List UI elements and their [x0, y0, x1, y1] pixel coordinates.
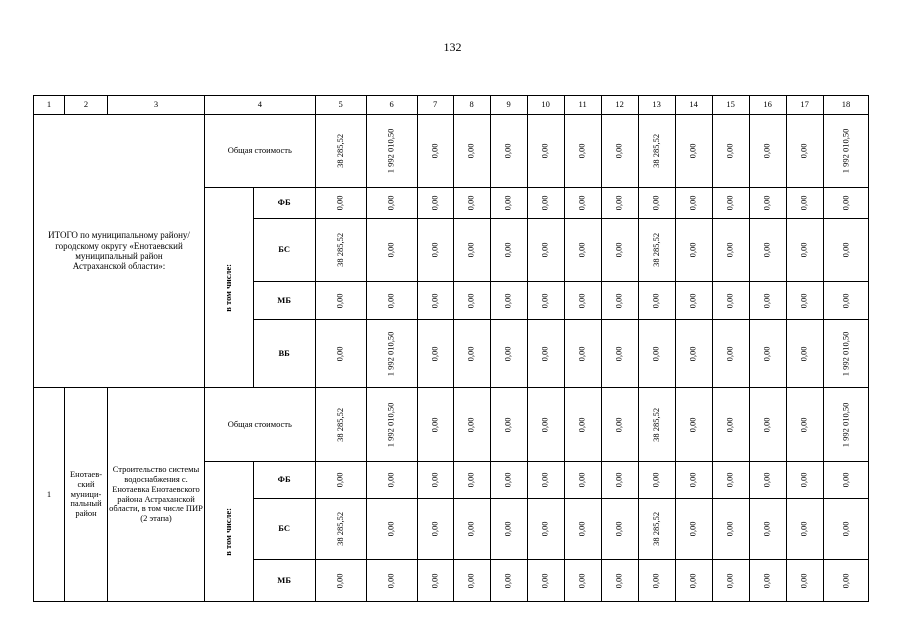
value-cell: 0,00: [490, 499, 527, 560]
value-cell: 0,00: [712, 219, 749, 282]
header-cell: 2: [65, 96, 108, 115]
budget-source-label: БС: [253, 499, 315, 560]
municipality-cell: Енотаев-ский муници-пальный район: [65, 388, 108, 602]
header-cell: 12: [601, 96, 638, 115]
value-cell: 0,00: [675, 115, 712, 188]
value-cell: 0,00: [417, 282, 453, 320]
value-cell: 0,00: [417, 320, 453, 388]
value-cell: 0,00: [638, 188, 675, 219]
value-cell: 0,00: [453, 462, 490, 499]
value-cell: 1 992 010,50: [366, 115, 417, 188]
value-cell: 0,00: [823, 188, 869, 219]
value-cell: 38 285,52: [315, 219, 366, 282]
value-cell: 1 992 010,50: [823, 388, 869, 462]
value-cell: 0,00: [786, 188, 823, 219]
header-cell: 9: [490, 96, 527, 115]
header-cell: 14: [675, 96, 712, 115]
value-cell: 0,00: [675, 188, 712, 219]
value-cell: 0,00: [786, 499, 823, 560]
item1-total-row: [34, 388, 869, 462]
value-cell: 38 285,52: [638, 388, 675, 462]
value-cell: 0,00: [749, 499, 786, 560]
value-cell: 0,00: [564, 219, 601, 282]
value-cell: 0,00: [786, 462, 823, 499]
value-cell: 0,00: [638, 320, 675, 388]
value-cell: 0,00: [527, 219, 564, 282]
header-cell: 17: [786, 96, 823, 115]
value-cell: 0,00: [366, 188, 417, 219]
value-cell: 0,00: [453, 115, 490, 188]
value-cell: 0,00: [453, 282, 490, 320]
value-cell: 0,00: [417, 499, 453, 560]
value-cell: 0,00: [749, 560, 786, 602]
value-cell: 0,00: [749, 115, 786, 188]
value-cell: 0,00: [675, 282, 712, 320]
budget-source-label: БС: [253, 219, 315, 282]
budget-source-label: ВБ: [253, 320, 315, 388]
value-cell: 0,00: [675, 499, 712, 560]
object-description: Строительство системы водоснабжения с. Енотаевка Енотаевского района Астраханской области, в том числе ПИР (2 этапа): [108, 388, 205, 602]
value-cell: 0,00: [712, 560, 749, 602]
value-cell: 0,00: [823, 219, 869, 282]
value-cell: 0,00: [564, 499, 601, 560]
itogo-total-row: [34, 115, 869, 188]
header-cell: 1: [34, 96, 65, 115]
value-cell: 0,00: [749, 462, 786, 499]
value-cell: 0,00: [675, 462, 712, 499]
header-cell: 6: [366, 96, 417, 115]
value-cell: 0,00: [490, 115, 527, 188]
value-cell: 0,00: [417, 188, 453, 219]
value-cell: 0,00: [490, 219, 527, 282]
value-cell: 0,00: [315, 320, 366, 388]
value-cell: 0,00: [490, 282, 527, 320]
value-cell: 0,00: [417, 462, 453, 499]
value-cell: 0,00: [453, 388, 490, 462]
value-cell: 0,00: [417, 560, 453, 602]
header-cell: 18: [823, 96, 869, 115]
value-cell: 0,00: [712, 188, 749, 219]
value-cell: 0,00: [749, 388, 786, 462]
value-cell: 0,00: [675, 219, 712, 282]
value-cell: 0,00: [712, 388, 749, 462]
value-cell: 38 285,52: [315, 388, 366, 462]
value-cell: 0,00: [417, 115, 453, 188]
header-cell: 13: [638, 96, 675, 115]
value-cell: 0,00: [366, 560, 417, 602]
value-cell: 0,00: [564, 282, 601, 320]
value-cell: 0,00: [786, 219, 823, 282]
value-cell: 0,00: [564, 388, 601, 462]
value-cell: 1 992 010,50: [823, 320, 869, 388]
value-cell: 0,00: [601, 282, 638, 320]
value-cell: 0,00: [527, 499, 564, 560]
value-cell: 0,00: [601, 560, 638, 602]
header-cell: 3: [108, 96, 205, 115]
value-cell: 0,00: [564, 320, 601, 388]
value-cell: 38 285,52: [315, 499, 366, 560]
value-cell: 0,00: [564, 462, 601, 499]
header-cell: 11: [564, 96, 601, 115]
header-cell: 4: [205, 96, 316, 115]
value-cell: 0,00: [749, 188, 786, 219]
value-cell: 0,00: [712, 115, 749, 188]
header-cell: 15: [712, 96, 749, 115]
itogo-label: ИТОГО по муниципальному району/ городскому округу «Енотаевский муниципальный район Астраханской области»:: [34, 115, 205, 388]
value-cell: 0,00: [675, 388, 712, 462]
value-cell: 0,00: [786, 282, 823, 320]
value-cell: 0,00: [638, 560, 675, 602]
value-cell: 0,00: [601, 320, 638, 388]
value-cell: 0,00: [601, 499, 638, 560]
value-cell: 0,00: [453, 188, 490, 219]
value-cell: 0,00: [786, 388, 823, 462]
value-cell: 0,00: [675, 320, 712, 388]
value-cell: 0,00: [490, 388, 527, 462]
value-cell: 0,00: [315, 188, 366, 219]
page-number: 132: [443, 40, 462, 54]
header-cell: 7: [417, 96, 453, 115]
item-number: 1: [34, 388, 65, 602]
value-cell: 0,00: [564, 560, 601, 602]
value-cell: 0,00: [564, 188, 601, 219]
value-cell: 0,00: [601, 462, 638, 499]
value-cell: 0,00: [527, 560, 564, 602]
value-cell: 0,00: [712, 499, 749, 560]
value-cell: 0,00: [564, 115, 601, 188]
value-cell: 0,00: [786, 560, 823, 602]
value-cell: 0,00: [417, 388, 453, 462]
value-cell: 0,00: [366, 219, 417, 282]
value-cell: 0,00: [786, 115, 823, 188]
value-cell: 0,00: [453, 560, 490, 602]
value-cell: 0,00: [527, 282, 564, 320]
value-cell: 0,00: [417, 219, 453, 282]
value-cell: 0,00: [638, 462, 675, 499]
value-cell: 0,00: [315, 560, 366, 602]
value-cell: 1 992 010,50: [366, 388, 417, 462]
value-cell: 38 285,52: [638, 219, 675, 282]
value-cell: 0,00: [749, 219, 786, 282]
total-cost-label: Общая стоимость: [205, 115, 316, 188]
value-cell: 0,00: [453, 320, 490, 388]
value-cell: 0,00: [749, 320, 786, 388]
value-cell: 0,00: [527, 320, 564, 388]
value-cell: 0,00: [823, 560, 869, 602]
value-cell: 0,00: [453, 219, 490, 282]
value-cell: 0,00: [823, 499, 869, 560]
value-cell: 0,00: [527, 115, 564, 188]
value-cell: 0,00: [675, 560, 712, 602]
value-cell: 0,00: [638, 282, 675, 320]
including-label: в том числе:: [205, 188, 254, 388]
value-cell: 0,00: [490, 560, 527, 602]
value-cell: 0,00: [712, 462, 749, 499]
value-cell: 0,00: [490, 462, 527, 499]
value-cell: 0,00: [601, 388, 638, 462]
budget-source-label: ФБ: [253, 462, 315, 499]
value-cell: 0,00: [366, 499, 417, 560]
value-cell: 38 285,52: [638, 499, 675, 560]
value-cell: 0,00: [823, 282, 869, 320]
value-cell: 0,00: [601, 188, 638, 219]
header-cell: 16: [749, 96, 786, 115]
value-cell: 0,00: [601, 219, 638, 282]
header-cell: 10: [527, 96, 564, 115]
budget-source-label: ФБ: [253, 188, 315, 219]
header-cell: 8: [453, 96, 490, 115]
value-cell: 0,00: [527, 462, 564, 499]
total-cost-label: Общая стоимость: [205, 388, 316, 462]
value-cell: 0,00: [366, 282, 417, 320]
value-cell: 0,00: [601, 115, 638, 188]
value-cell: 0,00: [749, 282, 786, 320]
budget-table: [33, 95, 869, 602]
value-cell: 0,00: [786, 320, 823, 388]
value-cell: 0,00: [712, 282, 749, 320]
value-cell: 0,00: [490, 320, 527, 388]
value-cell: 0,00: [712, 320, 749, 388]
value-cell: 0,00: [527, 188, 564, 219]
budget-source-label: МБ: [253, 282, 315, 320]
value-cell: 0,00: [490, 188, 527, 219]
value-cell: 1 992 010,50: [823, 115, 869, 188]
value-cell: 0,00: [527, 388, 564, 462]
value-cell: 0,00: [823, 462, 869, 499]
value-cell: 38 285,52: [638, 115, 675, 188]
header-row: [34, 96, 869, 115]
value-cell: 38 285,52: [315, 115, 366, 188]
budget-source-label: МБ: [253, 560, 315, 602]
value-cell: 1 992 010,50: [366, 320, 417, 388]
value-cell: 0,00: [315, 462, 366, 499]
header-cell: 5: [315, 96, 366, 115]
value-cell: 0,00: [453, 499, 490, 560]
including-label: в том числе:: [205, 462, 254, 602]
value-cell: 0,00: [366, 462, 417, 499]
value-cell: 0,00: [315, 282, 366, 320]
